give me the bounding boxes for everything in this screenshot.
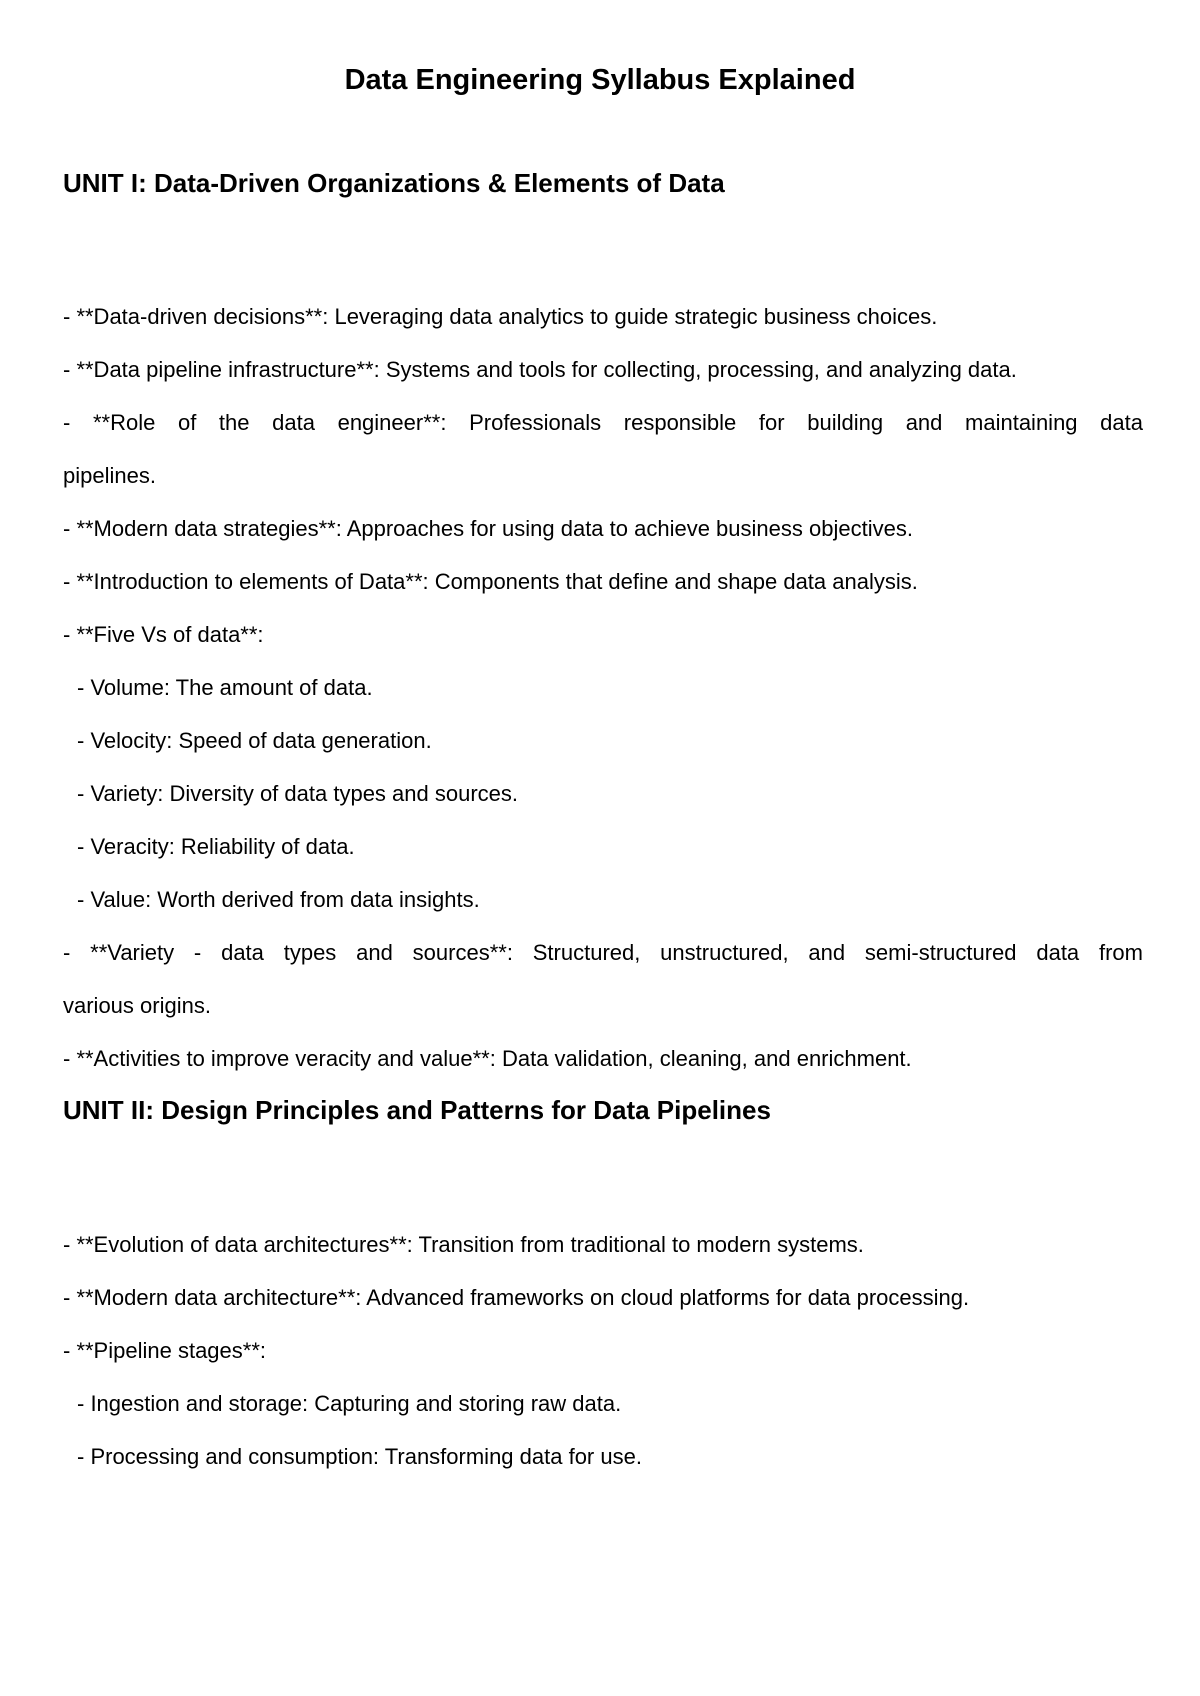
unit-2-subline: - Ingestion and storage: Capturing and storing raw data. [77,1391,622,1416]
unit-1-line: - **Data pipeline infrastructure**: Systems and tools for collecting, processing, and analyzing data. [63,357,1017,382]
unit-1-line: - **Introduction to elements of Data**: Components that define and shape data analysis. [63,569,918,594]
unit-1-line: - **Role of the data engineer**: Professionals responsible for building and maintaining data [63,410,1143,435]
unit-2-heading: UNIT II: Design Principles and Patterns for Data Pipelines [63,1095,771,1125]
unit-1-heading: UNIT I: Data-Driven Organizations & Elements of Data [63,168,725,198]
unit-1-line: - **Activities to improve veracity and value**: Data validation, cleaning, and enrichment. [63,1046,912,1071]
unit-1-line: pipelines. [63,463,156,488]
unit-2-line: - **Evolution of data architectures**: Transition from traditional to modern systems. [63,1232,864,1257]
unit-1-line: - **Variety - data types and sources**: Structured, unstructured, and semi-structured data from [63,940,1143,965]
unit-1-line: various origins. [63,993,211,1018]
unit-1-line: - **Modern data strategies**: Approaches for using data to achieve business objectives. [63,516,913,541]
unit-2-line: - **Modern data architecture**: Advanced frameworks on cloud platforms for data processing. [63,1285,970,1310]
unit-1-subline: - Volume: The amount of data. [77,675,373,700]
unit-1-line: - **Five Vs of data**: [63,622,264,647]
unit-1-subline: - Value: Worth derived from data insights. [77,887,480,912]
unit-1-subline: - Velocity: Speed of data generation. [77,728,432,753]
document-title: Data Engineering Syllabus Explained [344,64,856,96]
unit-1-line: - **Data-driven decisions**: Leveraging data analytics to guide strategic business choices. [63,304,938,329]
unit-2-subline: - Processing and consumption: Transforming data for use. [77,1444,642,1469]
unit-1-subline: - Veracity: Reliability of data. [77,834,355,859]
unit-1-subline: - Variety: Diversity of data types and sources. [77,781,518,806]
unit-2-line: - **Pipeline stages**: [63,1338,267,1363]
